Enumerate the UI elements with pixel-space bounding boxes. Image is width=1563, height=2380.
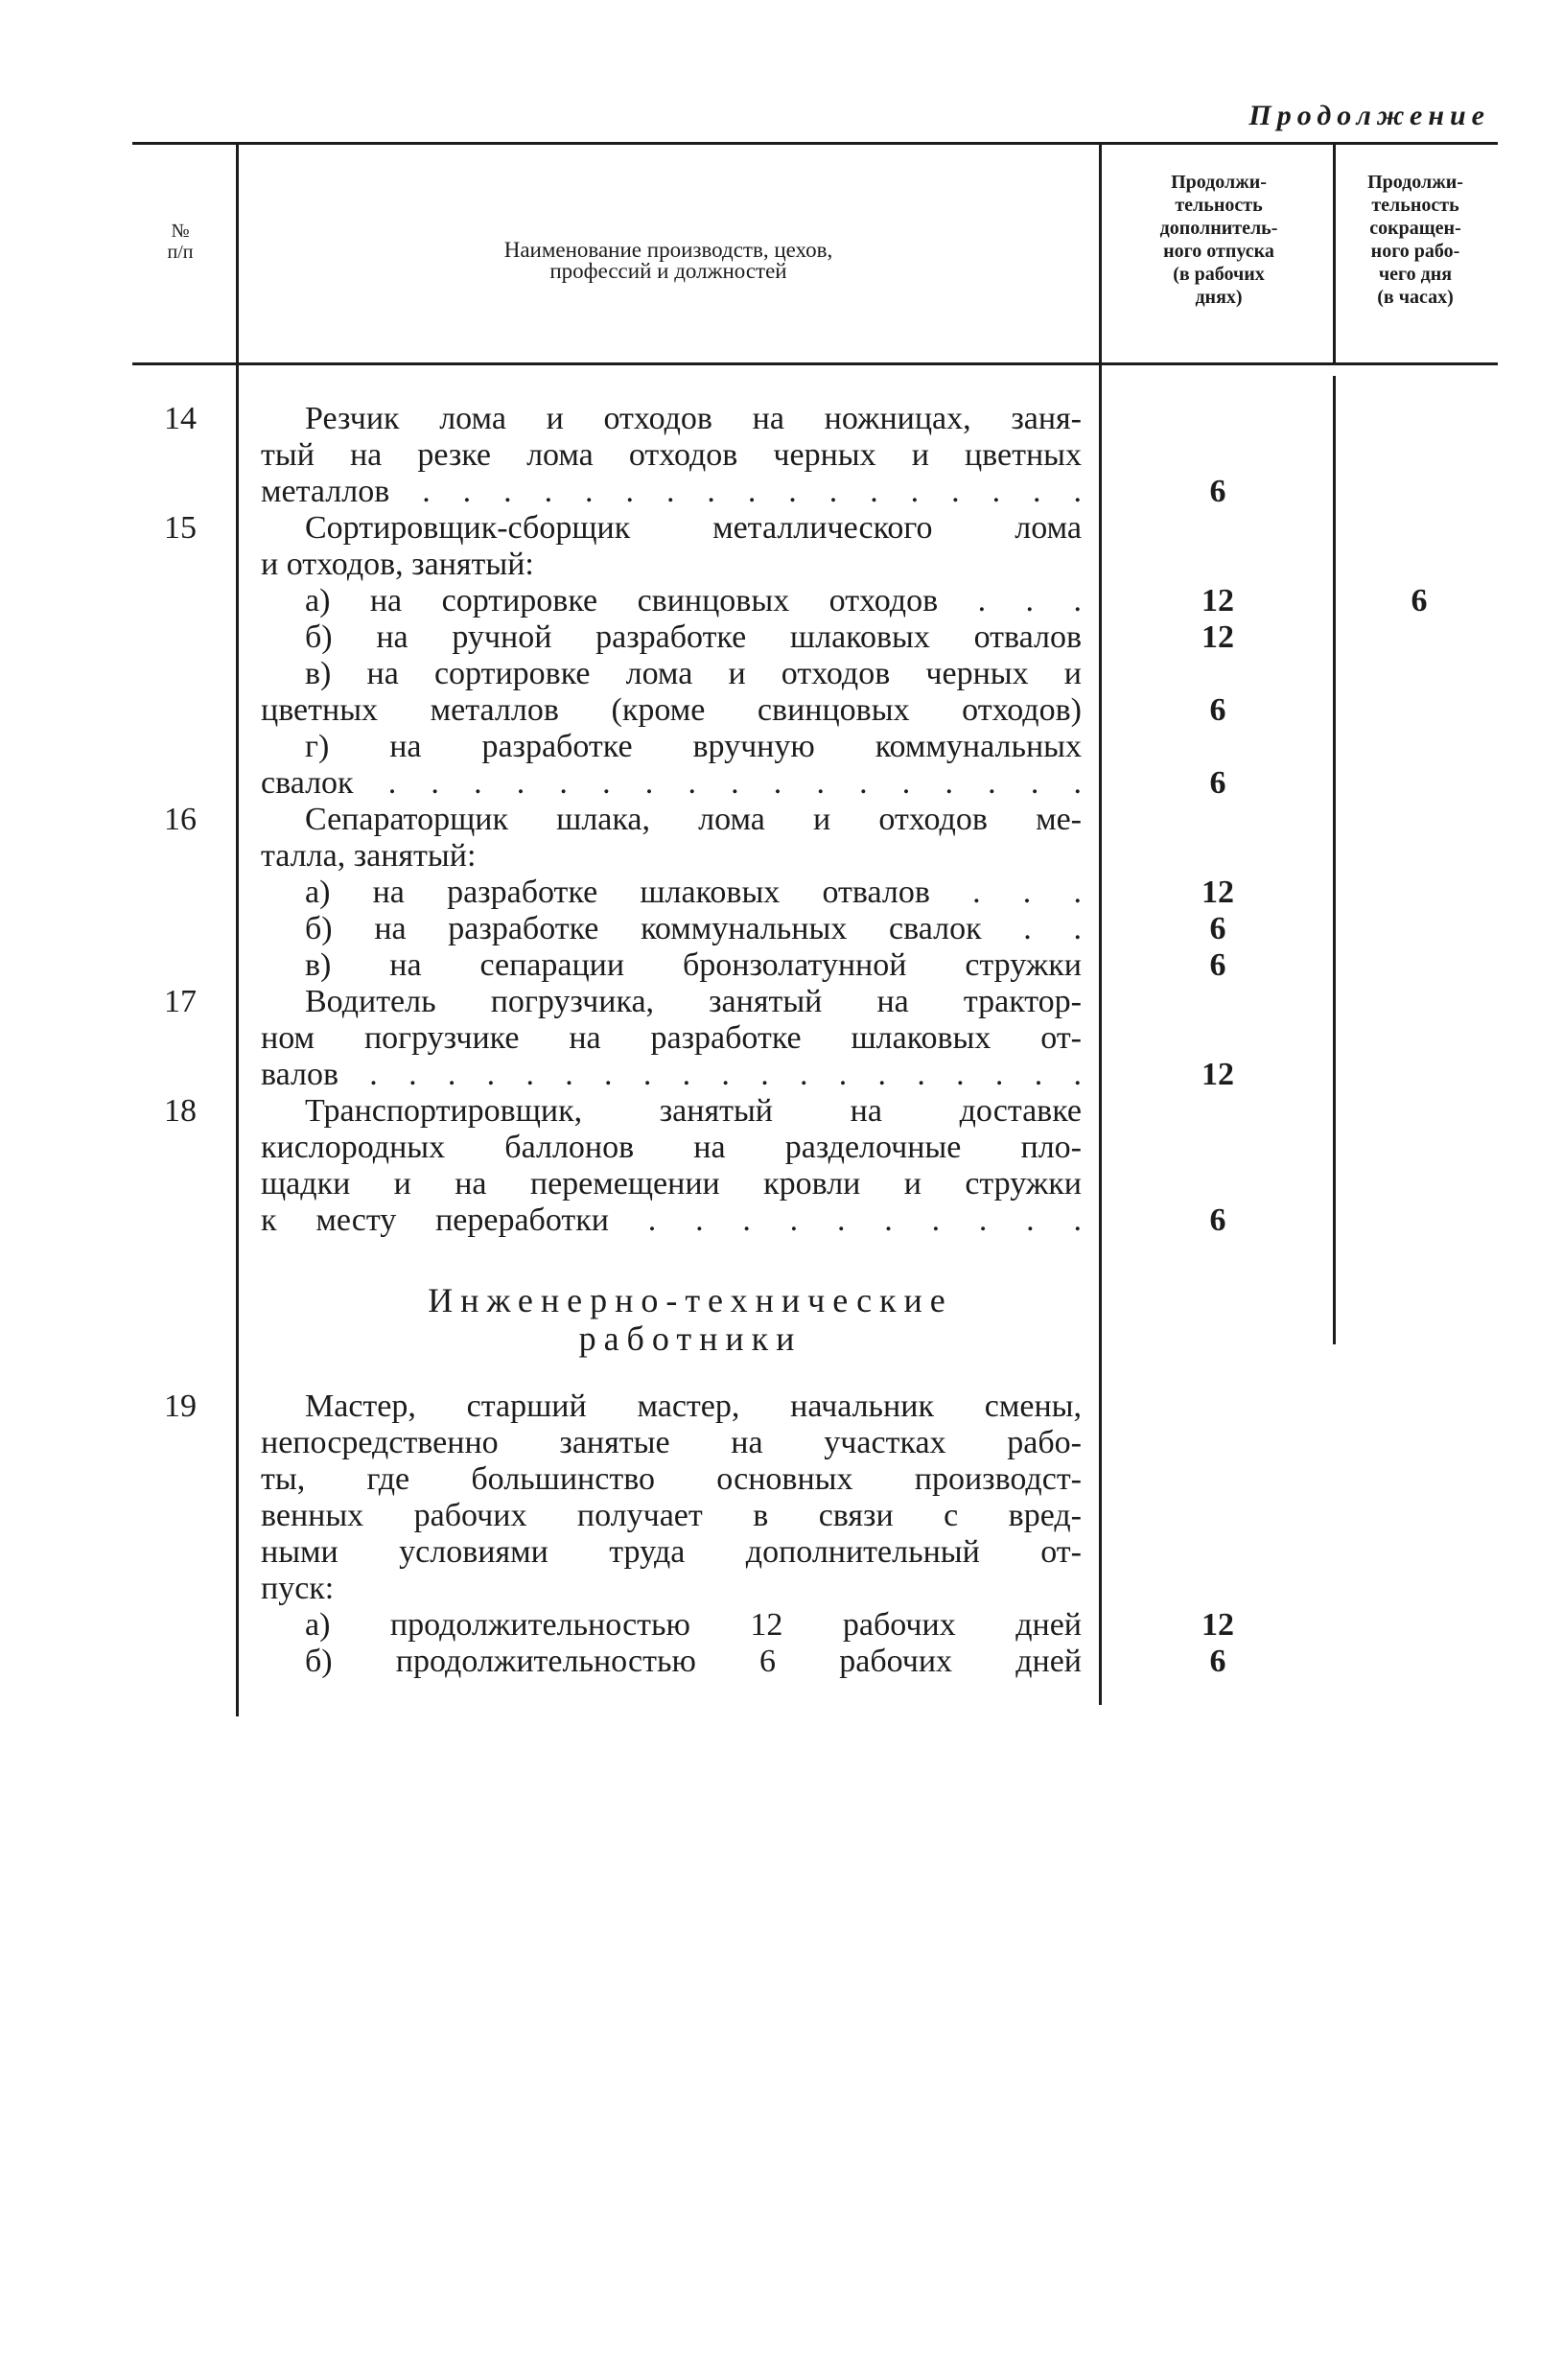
header-name-line: Наименование производств, цехов, bbox=[503, 238, 833, 262]
row-text-line: Сортировщик-сборщик металлического лома bbox=[305, 510, 1082, 546]
column-divider-2 bbox=[1099, 144, 1102, 1705]
header-name-line: профессий и должностей bbox=[549, 259, 787, 283]
days-value: 12 bbox=[1201, 583, 1234, 618]
days-value: 6 bbox=[1209, 692, 1226, 728]
days-value: 6 bbox=[1209, 1202, 1226, 1238]
hours-value: 6 bbox=[1411, 583, 1428, 618]
header-bottom-rule bbox=[132, 362, 1498, 365]
days-value: 12 bbox=[1201, 1607, 1234, 1643]
row-text-line: венных рабочих получает в связи с вред- bbox=[261, 1498, 1082, 1533]
header-days-line: днях) bbox=[1195, 287, 1243, 308]
days-value: 6 bbox=[1209, 474, 1226, 509]
section-heading-line: Инженерно-технические bbox=[428, 1281, 953, 1319]
row-text-line: и отходов, занятый: bbox=[261, 547, 534, 582]
column-divider-3 bbox=[1333, 144, 1336, 364]
row-text-line: ном погрузчике на разработке шлаковых от- bbox=[261, 1020, 1082, 1056]
header-days-column bbox=[1105, 171, 1333, 309]
header-days-line: (в рабочих bbox=[1173, 264, 1265, 285]
column-divider-3-lower bbox=[1333, 376, 1336, 1344]
row-text-line: в) на сепарации бронзолатунной стружки bbox=[305, 947, 1082, 983]
column-divider-1 bbox=[236, 144, 239, 1716]
days-value: 6 bbox=[1209, 765, 1226, 801]
row-text-line: Транспортировщик, занятый на доставке bbox=[305, 1093, 1082, 1129]
row-text-line: Водитель погрузчика, занятый на трактор- bbox=[305, 984, 1082, 1019]
row-text-line: металлов . . . . . . . . . . . . . . . . . bbox=[261, 474, 1082, 509]
row-text-line: б) на разработке коммунальных свалок . . bbox=[305, 911, 1082, 946]
row-text-line: непосредственно занятые на участках рабо- bbox=[261, 1425, 1082, 1460]
header-name-column bbox=[242, 240, 1095, 282]
row-text-line: ными условиями труда дополнительный от- bbox=[261, 1534, 1082, 1570]
header-hours-line: сокращен- bbox=[1369, 218, 1461, 239]
row-number: 16 bbox=[164, 802, 197, 837]
header-hours-column bbox=[1339, 171, 1492, 309]
row-number: 14 bbox=[164, 401, 197, 436]
row-text-line: а) на сортировке свинцовых отходов . . . bbox=[305, 583, 1082, 618]
row-text-line: Резчик лома и отходов на ножницах, заня- bbox=[305, 401, 1082, 436]
header-days-line: дополнитель- bbox=[1159, 218, 1278, 239]
row-text-line: пуск: bbox=[261, 1571, 335, 1606]
header-hours-line: тельность bbox=[1371, 195, 1459, 216]
row-text-line: б) продолжительностью 6 рабочих дней bbox=[305, 1644, 1082, 1679]
row-number: 19 bbox=[164, 1388, 197, 1424]
section-heading-line: работники bbox=[578, 1319, 803, 1358]
row-text-line: тый на резке лома отходов черных и цветных bbox=[261, 437, 1082, 473]
header-days-line: Продолжи- bbox=[1171, 172, 1267, 193]
header-hours-line: (в часах) bbox=[1377, 287, 1454, 308]
row-text-line: а) на разработке шлаковых отвалов . . . bbox=[305, 875, 1082, 910]
header-hours-line: чего дня bbox=[1378, 264, 1453, 285]
days-value: 12 bbox=[1201, 1057, 1234, 1092]
row-text-line: свалок . . . . . . . . . . . . . . . . . bbox=[261, 765, 1082, 801]
row-text-line: валов . . . . . . . . . . . . . . . . . . . bbox=[261, 1057, 1082, 1092]
row-text-line: кислородных баллонов на разделочные пло- bbox=[261, 1130, 1082, 1165]
header-hours-line: ного рабо- bbox=[1370, 241, 1460, 262]
row-text-line: щадки и на перемещении кровли и стружки bbox=[261, 1166, 1082, 1202]
row-text-line: ты, где большинство основных производст- bbox=[261, 1461, 1082, 1497]
header-days-line: тельность bbox=[1175, 195, 1263, 216]
row-text-line: Мастер, старший мастер, начальник смены, bbox=[305, 1388, 1082, 1424]
days-value: 6 bbox=[1209, 1644, 1226, 1679]
row-text-line: в) на сортировке лома и отходов черных и bbox=[305, 656, 1082, 691]
row-text-line: Сепараторщик шлака, лома и отходов ме- bbox=[305, 802, 1082, 837]
row-text-line: к месту переработки . . . . . . . . . . bbox=[261, 1202, 1082, 1238]
header-number-line: № bbox=[171, 221, 190, 242]
row-text-line: г) на разработке вручную коммунальных bbox=[305, 729, 1082, 764]
row-number: 18 bbox=[164, 1093, 197, 1129]
header-hours-line: Продолжи- bbox=[1367, 172, 1463, 193]
row-text-line: цветных металлов (кроме свинцовых отходов) bbox=[261, 692, 1082, 728]
row-number: 15 bbox=[164, 510, 197, 546]
days-value: 12 bbox=[1201, 875, 1234, 910]
header-number-line: п/п bbox=[167, 242, 194, 263]
row-text-line: б) на ручной разработке шлаковых отвалов bbox=[305, 619, 1082, 655]
continuation-label: Продолжение bbox=[1248, 100, 1490, 131]
row-text-line: а) продолжительностью 12 рабочих дней bbox=[305, 1607, 1082, 1643]
days-value: 12 bbox=[1201, 619, 1234, 655]
row-text-line: талла, занятый: bbox=[261, 838, 477, 874]
row-number: 17 bbox=[164, 984, 197, 1019]
days-value: 6 bbox=[1209, 947, 1226, 983]
table-top-rule bbox=[132, 142, 1498, 145]
days-value: 6 bbox=[1209, 911, 1226, 946]
header-days-line: ного отпуска bbox=[1163, 241, 1274, 262]
header-number-column bbox=[132, 221, 228, 263]
